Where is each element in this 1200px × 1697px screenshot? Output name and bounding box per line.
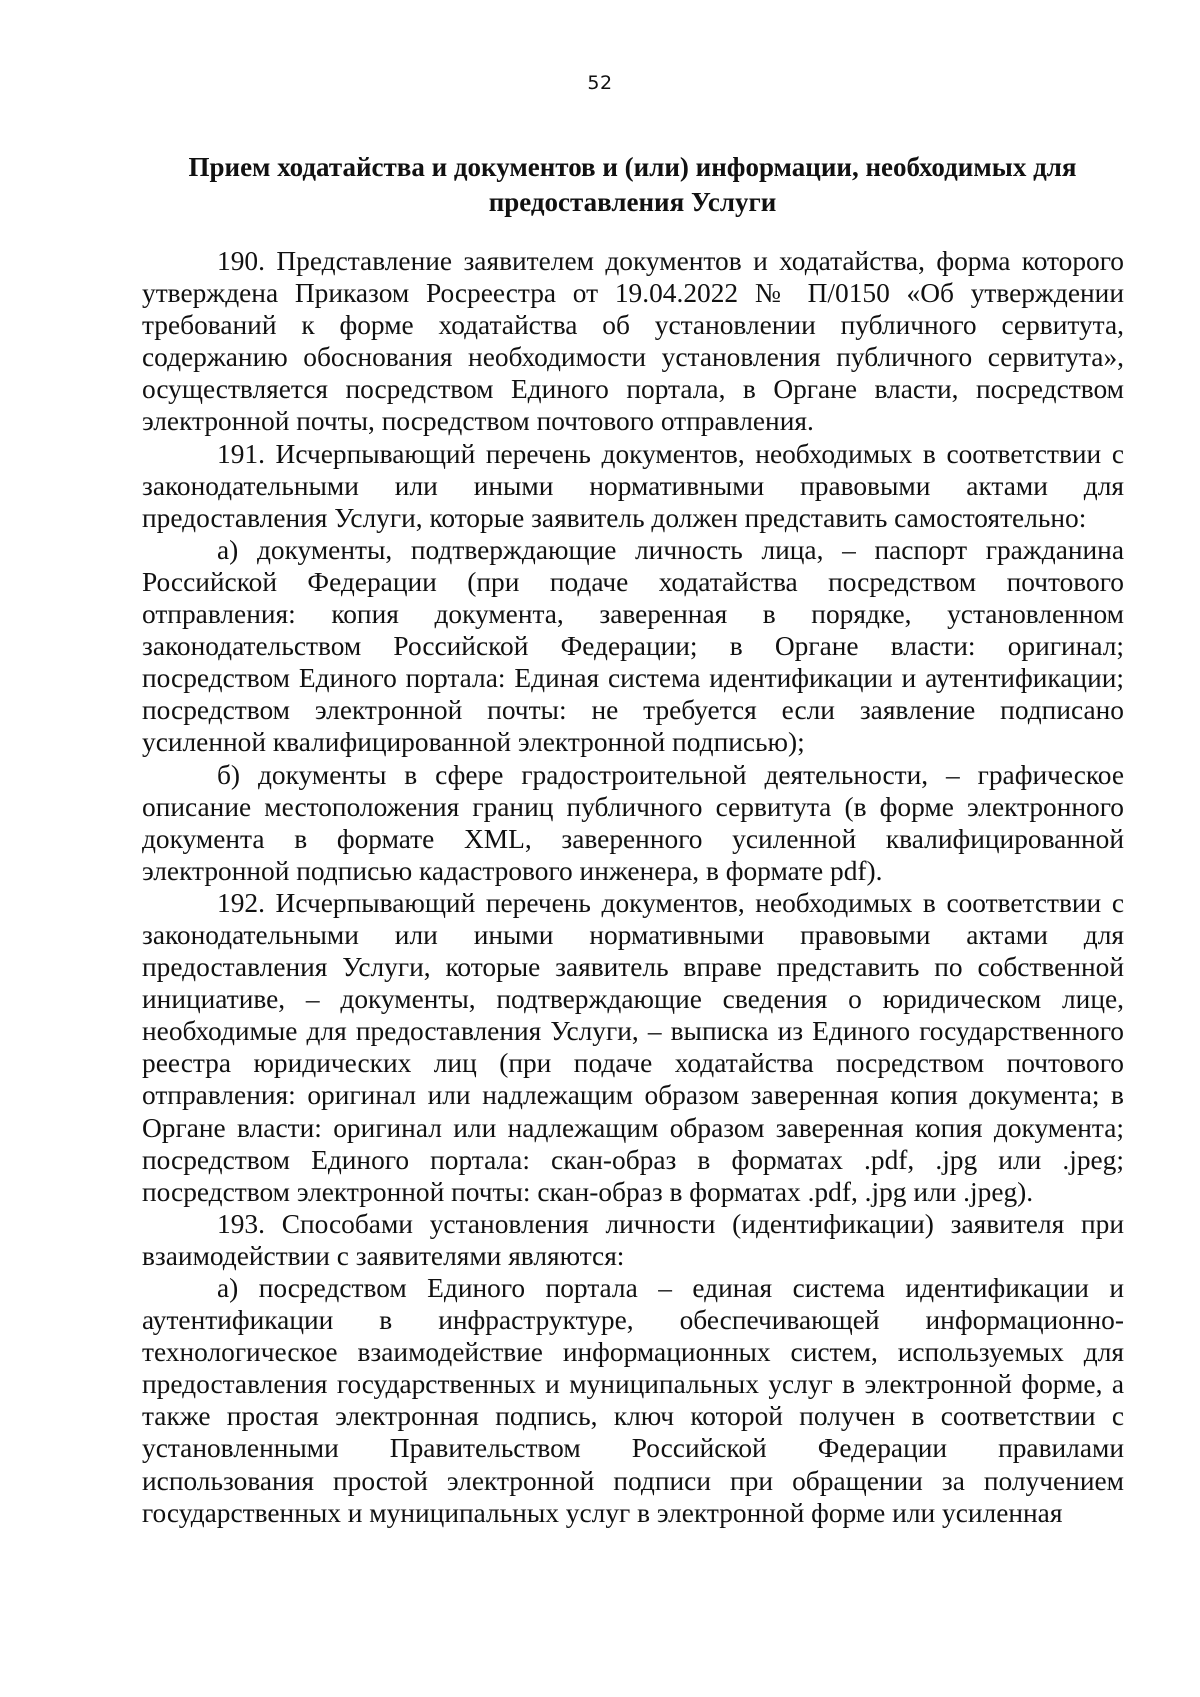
paragraph-192: 192. Исчерпывающий перечень документов, необходимых в соответствии с законодательными или иными нормативными правовыми актами для предоставления Услуги, которые заявитель вправе представить по собственной инициативе, – документы, подтверждающие сведения о юридическом лице, необходимые для предоставления Услуги, – выписка из Единого государственного реестра юридических лиц (при подаче ходатайства посредством почтового отправления: оригинал или надлежащим образом заверенная копия документа; в Органе власти: оригинал или надлежащим образом заверенная копия документа; посредством Единого портала: скан-образ в форматах .pdf, .jpg или .jpeg; посредством электронной почты: скан-образ в форматах .pdf, .jpg или .jpeg). <box>142 887 1124 1207</box>
section-heading <box>140 150 1125 220</box>
document-body <box>142 245 1124 1529</box>
paragraph-193: 193. Способами установления личности (идентификации) заявителя при взаимодействии с заявителями являются: <box>142 1208 1124 1271</box>
section-heading-line-1: Прием ходатайства и документов и (или) информации, необходимых для <box>188 152 1077 182</box>
paragraph-191-a: а) документы, подтверждающие личность лица, – паспорт гражданина Российской Федерации (при подаче ходатайства посредством почтового отправления: копия документа, заверенная в порядке, установленном законодательством Российской Федерации; в Органе власти: оригинал; посредством Единого портала: Единая система идентификации и аутентификации; посредством электронной почты: не требуется если заявление подписано усиленной квалифицированной электронной подписью); <box>142 534 1124 758</box>
page-number: 52 <box>587 72 613 94</box>
paragraph-190: 190. Представление заявителем документов и ходатайства, форма которого утверждена Приказом Росреестра от 19.04.2022 № П/0150 «Об утверждении требований к форме ходатайства об установлении публичного сервитута, содержанию обоснования необходимости установления публичного сервитута», осуществляется посредством Единого портала, в Органе власти, посредством электронной почты, посредством почтового отправления. <box>142 246 1124 437</box>
paragraph-191: 191. Исчерпывающий перечень документов, необходимых в соответствии с законодательными или иными нормативными правовыми актами для предоставления Услуги, которые заявитель должен представить самостоятельно: <box>142 438 1124 533</box>
section-heading-line-2: предоставления Услуги <box>488 187 777 217</box>
paragraph-191-b: б) документы в сфере градостроительной деятельности, – графическое описание местоположения границ публичного сервитута (в форме электронного документа в формате XML, заверенного усиленной квалифицированной электронной подписью кадастрового инженера, в формате pdf). <box>142 759 1124 886</box>
paragraph-193-a: а) посредством Единого портала – единая система идентификации и аутентификации в инфраструктуре, обеспечивающей информационно-технологическое взаимодействие информационных систем, используемых для предоставления государственных и муниципальных услуг в электронной форме, а также простая электронная подпись, ключ которой получен в соответствии с установленными Правительством Российской Федерации правилами использования простой электронной подписи при обращении за получением государственных и муниципальных услуг в электронной форме или усиленная <box>142 1273 1124 1528</box>
